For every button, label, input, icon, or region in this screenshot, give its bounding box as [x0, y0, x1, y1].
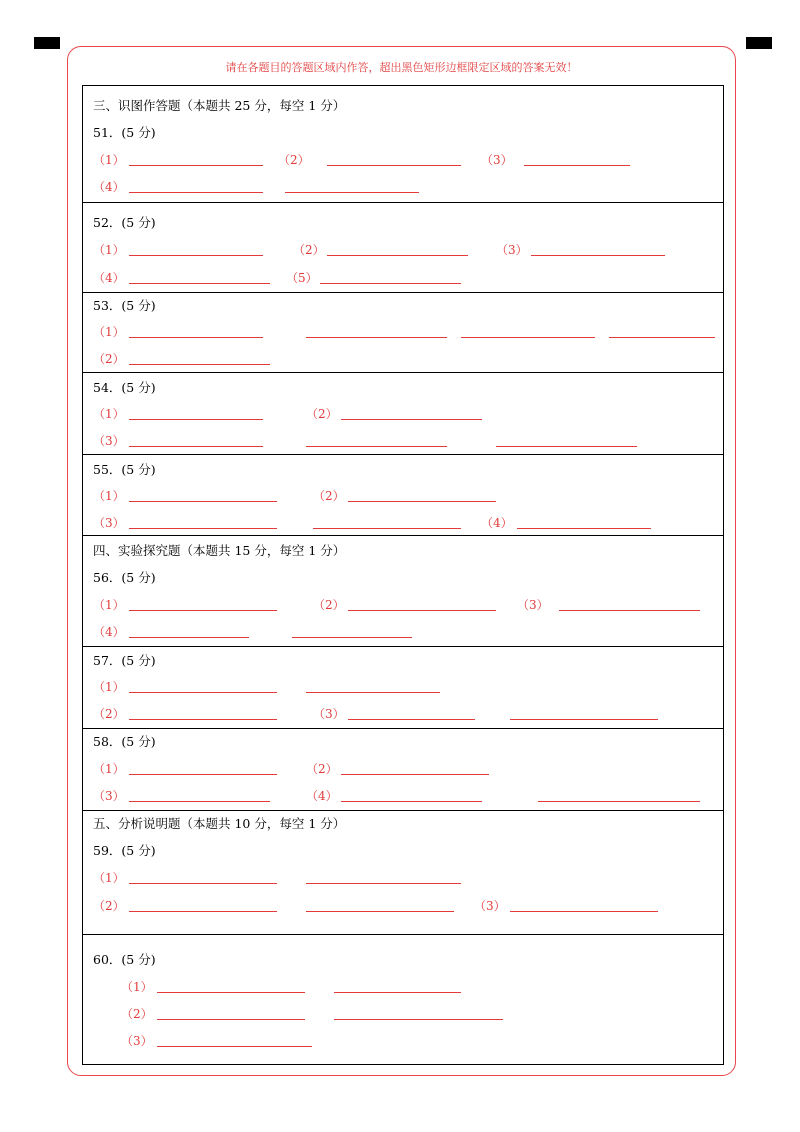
blank-label: （3） — [93, 516, 125, 530]
question-number-57: 57．(5 分) — [93, 653, 156, 668]
alignment-marker-right — [746, 37, 772, 49]
blank-label: （4） — [306, 789, 338, 803]
blank-label: （2） — [121, 1007, 153, 1021]
answer-blank[interactable] — [531, 255, 665, 256]
question-block-56 — [83, 536, 723, 647]
answer-blank[interactable] — [517, 528, 651, 529]
answer-blank[interactable] — [334, 1019, 503, 1020]
question-number-52: 52．(5 分) — [93, 215, 156, 230]
blank-label: （1） — [93, 407, 125, 421]
blank-label: （1） — [121, 980, 153, 994]
blank-label: （1） — [93, 243, 125, 257]
answer-blank[interactable] — [313, 528, 461, 529]
blank-label: （1） — [93, 680, 125, 694]
question-block-57 — [83, 647, 723, 729]
blank-label: （1） — [93, 325, 125, 339]
answer-blank[interactable] — [461, 337, 595, 338]
blank-label: （1） — [93, 598, 125, 612]
answer-blank[interactable] — [306, 446, 447, 447]
answer-blank[interactable] — [129, 364, 270, 365]
answer-blank[interactable] — [129, 165, 263, 166]
question-block-58 — [83, 729, 723, 811]
answer-blank[interactable] — [129, 774, 277, 775]
answer-blank[interactable] — [348, 719, 475, 720]
blank-label: （4） — [93, 271, 125, 285]
answer-blank[interactable] — [129, 610, 277, 611]
blank-label: （2） — [93, 899, 125, 913]
question-number-53: 53．(5 分) — [93, 298, 156, 313]
question-number-51: 51．(5 分) — [93, 125, 156, 140]
blank-label: （2） — [93, 352, 125, 366]
answer-blank[interactable] — [334, 992, 461, 993]
question-number-58: 58．(5 分) — [93, 734, 156, 749]
answer-blank[interactable] — [157, 1019, 305, 1020]
answer-blank[interactable] — [129, 283, 270, 284]
answer-sheet — [82, 85, 724, 1065]
answer-blank[interactable] — [129, 637, 249, 638]
answer-blank[interactable] — [609, 337, 715, 338]
blank-label: （3） — [517, 598, 549, 612]
answer-blank[interactable] — [157, 992, 305, 993]
blank-label: （3） — [496, 243, 528, 257]
answer-blank[interactable] — [320, 283, 461, 284]
answer-blank[interactable] — [285, 192, 419, 193]
answer-blank[interactable] — [129, 911, 277, 912]
answer-blank[interactable] — [129, 337, 263, 338]
blank-label: （2） — [293, 243, 325, 257]
question-number-56: 56．(5 分) — [93, 570, 156, 585]
blank-label: （1） — [93, 871, 125, 885]
answer-blank[interactable] — [306, 337, 447, 338]
blank-label: （2） — [313, 489, 345, 503]
question-block-52 — [83, 203, 723, 293]
question-block-54 — [83, 373, 723, 455]
question-number-55: 55．(5 分) — [93, 462, 156, 477]
question-block-53 — [83, 293, 723, 373]
answer-blank[interactable] — [510, 719, 658, 720]
answer-blank[interactable] — [341, 419, 482, 420]
answer-blank[interactable] — [327, 255, 468, 256]
blank-label: （4） — [93, 180, 125, 194]
question-block-59 — [83, 811, 723, 935]
answer-blank[interactable] — [341, 774, 489, 775]
blank-label: （3） — [313, 707, 345, 721]
blank-label: （4） — [481, 516, 513, 530]
blank-label: （3） — [121, 1034, 153, 1048]
blank-label: （3） — [93, 434, 125, 448]
answer-blank[interactable] — [129, 446, 263, 447]
section-title-5: 五、分析说明题（本题共 10 分，每空 1 分） — [93, 816, 346, 831]
answer-blank[interactable] — [292, 637, 412, 638]
answer-blank[interactable] — [348, 501, 496, 502]
blank-label: （2） — [278, 153, 310, 167]
answer-blank[interactable] — [510, 911, 658, 912]
section-title-4: 四、实验探究题（本题共 15 分，每空 1 分） — [93, 543, 346, 558]
blank-label: （2） — [313, 598, 345, 612]
blank-label: （1） — [93, 762, 125, 776]
blank-label: （3） — [481, 153, 513, 167]
blank-label: （5） — [286, 271, 318, 285]
answer-blank[interactable] — [129, 719, 277, 720]
answer-blank[interactable] — [306, 911, 454, 912]
answer-blank[interactable] — [306, 883, 461, 884]
question-block-51 — [83, 86, 723, 203]
answer-blank[interactable] — [129, 501, 277, 502]
blank-label: （1） — [93, 489, 125, 503]
question-block-55 — [83, 455, 723, 536]
question-number-60: 60．(5 分) — [93, 952, 156, 967]
answer-blank[interactable] — [129, 883, 277, 884]
blank-label: （2） — [306, 762, 338, 776]
answer-blank[interactable] — [341, 801, 482, 802]
answer-blank[interactable] — [129, 528, 277, 529]
blank-label: （4） — [93, 625, 125, 639]
answer-notice: 请在各题目的答题区域内作答，超出黑色矩形边框限定区域的答案无效！ — [225, 61, 578, 74]
answer-blank[interactable] — [524, 165, 630, 166]
blank-label: （2） — [93, 707, 125, 721]
blank-label: （3） — [474, 899, 506, 913]
answer-blank[interactable] — [129, 801, 270, 802]
answer-blank[interactable] — [559, 610, 700, 611]
alignment-marker-left — [34, 37, 60, 49]
answer-blank[interactable] — [129, 255, 263, 256]
answer-blank[interactable] — [348, 610, 496, 611]
section-title-3: 三、识图作答题（本题共 25 分，每空 1 分） — [93, 98, 346, 113]
answer-blank[interactable] — [538, 801, 700, 802]
answer-blank[interactable] — [129, 192, 263, 193]
answer-blank[interactable] — [306, 692, 440, 693]
blank-label: （3） — [93, 789, 125, 803]
question-number-54: 54．(5 分) — [93, 380, 156, 395]
question-block-60 — [83, 935, 723, 1065]
blank-label: （1） — [93, 153, 125, 167]
answer-blank[interactable] — [129, 419, 263, 420]
blank-label: （2） — [306, 407, 338, 421]
answer-blank[interactable] — [157, 1046, 312, 1047]
answer-blank[interactable] — [327, 165, 461, 166]
answer-blank[interactable] — [129, 692, 277, 693]
answer-blank[interactable] — [496, 446, 637, 447]
question-number-59: 59．(5 分) — [93, 843, 156, 858]
